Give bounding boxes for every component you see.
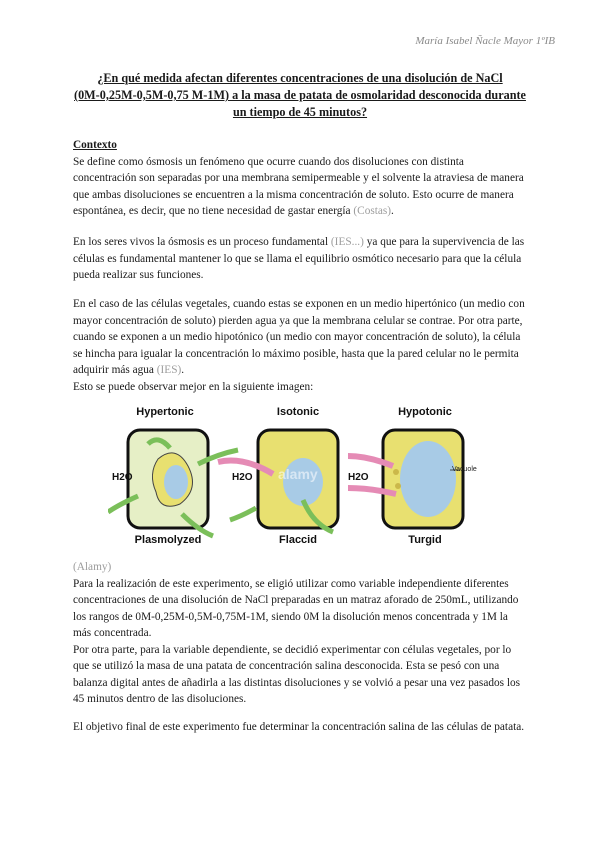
context-paragraph-1: Se define como ósmosis un fenómeno que ocurre cuando dos disoluciones con distinta concentración son separadas por una membrana semipermeable y el solvente la atraviesa de manera que ambas disoluciones se encuentren a la misma concentración de soluto. Esto ocurre de manera espontánea, es decir, que no tiene necesidad de gastar energía (Costas).	[73, 155, 524, 217]
citation-ies-2: (IES)	[156, 364, 182, 376]
context-paragraph-2: En los seres vivos la ósmosis es un proceso fundamental (IES...) ya que para la supervivencia de las células es fundamental mantener lo que se llama el equilibrio osmótico necesario para que la célula pueda realizar sus funciones.	[73, 236, 525, 281]
figure-source: (Alamy)	[73, 561, 112, 573]
water-label-2: H2O	[232, 472, 253, 483]
watermark: alamy	[278, 466, 318, 482]
figure-intro-line: Esto se puede observar mejor en la siguiente imagen:	[73, 380, 314, 393]
label-hypotonic: Hypotonic	[398, 406, 452, 418]
citation-costas: (Costas)	[353, 205, 392, 217]
context-paragraph-3: En el caso de las células vegetales, cuando estas se exponen en un medio hipertónico (un medio con mayor concentración de soluto) pierden agua ya que la membrana celular se contrae. Por otra parte, cuando se exponen a un medio hipotónico (un medio con mayor concentración de soluto), la célula se hincha para igualar la concentración lo máximo posible, hasta que la pared celular no le permita adquirir más agua (IES). Esto se puede observar mejor en la siguiente imagen:	[73, 296, 528, 395]
vacuole-label: Vacuole	[452, 466, 477, 473]
title-line-3: un tiempo de 45 minutos?	[232, 105, 368, 119]
experiment-section	[73, 559, 528, 708]
title-line-2: (0M-0,25M-0,5M-0,75 M-1M) a la masa de patata de osmolaridad desconocida durante	[74, 88, 526, 102]
experiment-paragraph-2: Por otra parte, para la variable dependiente, se decidió experimentar con células vegetales, por lo que se utilizó la masa de una patata de concentración salina desconocida. Esta se pesó con una balanza digital antes de añadirla a las distintas disoluciones y se volvió a pesar una vez pasados los 45 minutos dentro de las disoluciones.	[73, 643, 521, 705]
author-header: María Isabel Ñacle Mayor 1ºIB	[415, 35, 555, 47]
context-heading: Contexto	[73, 139, 117, 151]
label-hypertonic: Hypertonic	[136, 406, 194, 418]
hypertonic-cell	[108, 430, 238, 536]
experiment-paragraph-3: El objetivo final de este experimento fue determinar la concentración salina de las células de patata.	[73, 721, 525, 733]
label-isotonic: Isotonic	[276, 406, 320, 418]
caption-flaccid: Flaccid	[279, 534, 317, 546]
context-section	[73, 137, 528, 220]
title-line-1: ¿En qué medida afectan diferentes concentraciones de una disolución de NaCl	[97, 71, 503, 85]
caption-plasmolyzed: Plasmolyzed	[134, 534, 202, 546]
caption-turgid: Turgid	[408, 534, 442, 546]
experiment-paragraph-1: Para la realización de este experimento, se eligió utilizar como variable independiente diferentes concentraciones de una disolución de NaCl preparadas en un matraz aforado de 250mL, utilizando los rangos de 0M-0,25M-0,5M-0,75M-1M, siendo 0M la disolución menos concentrada y 1M la más concentrada.	[73, 577, 519, 639]
document-title	[60, 70, 540, 121]
citation-ies: (IES...)	[330, 236, 364, 248]
osmosis-figure	[108, 404, 488, 552]
water-label-1: H2O	[112, 472, 133, 483]
water-label-3: H2O	[348, 472, 369, 483]
